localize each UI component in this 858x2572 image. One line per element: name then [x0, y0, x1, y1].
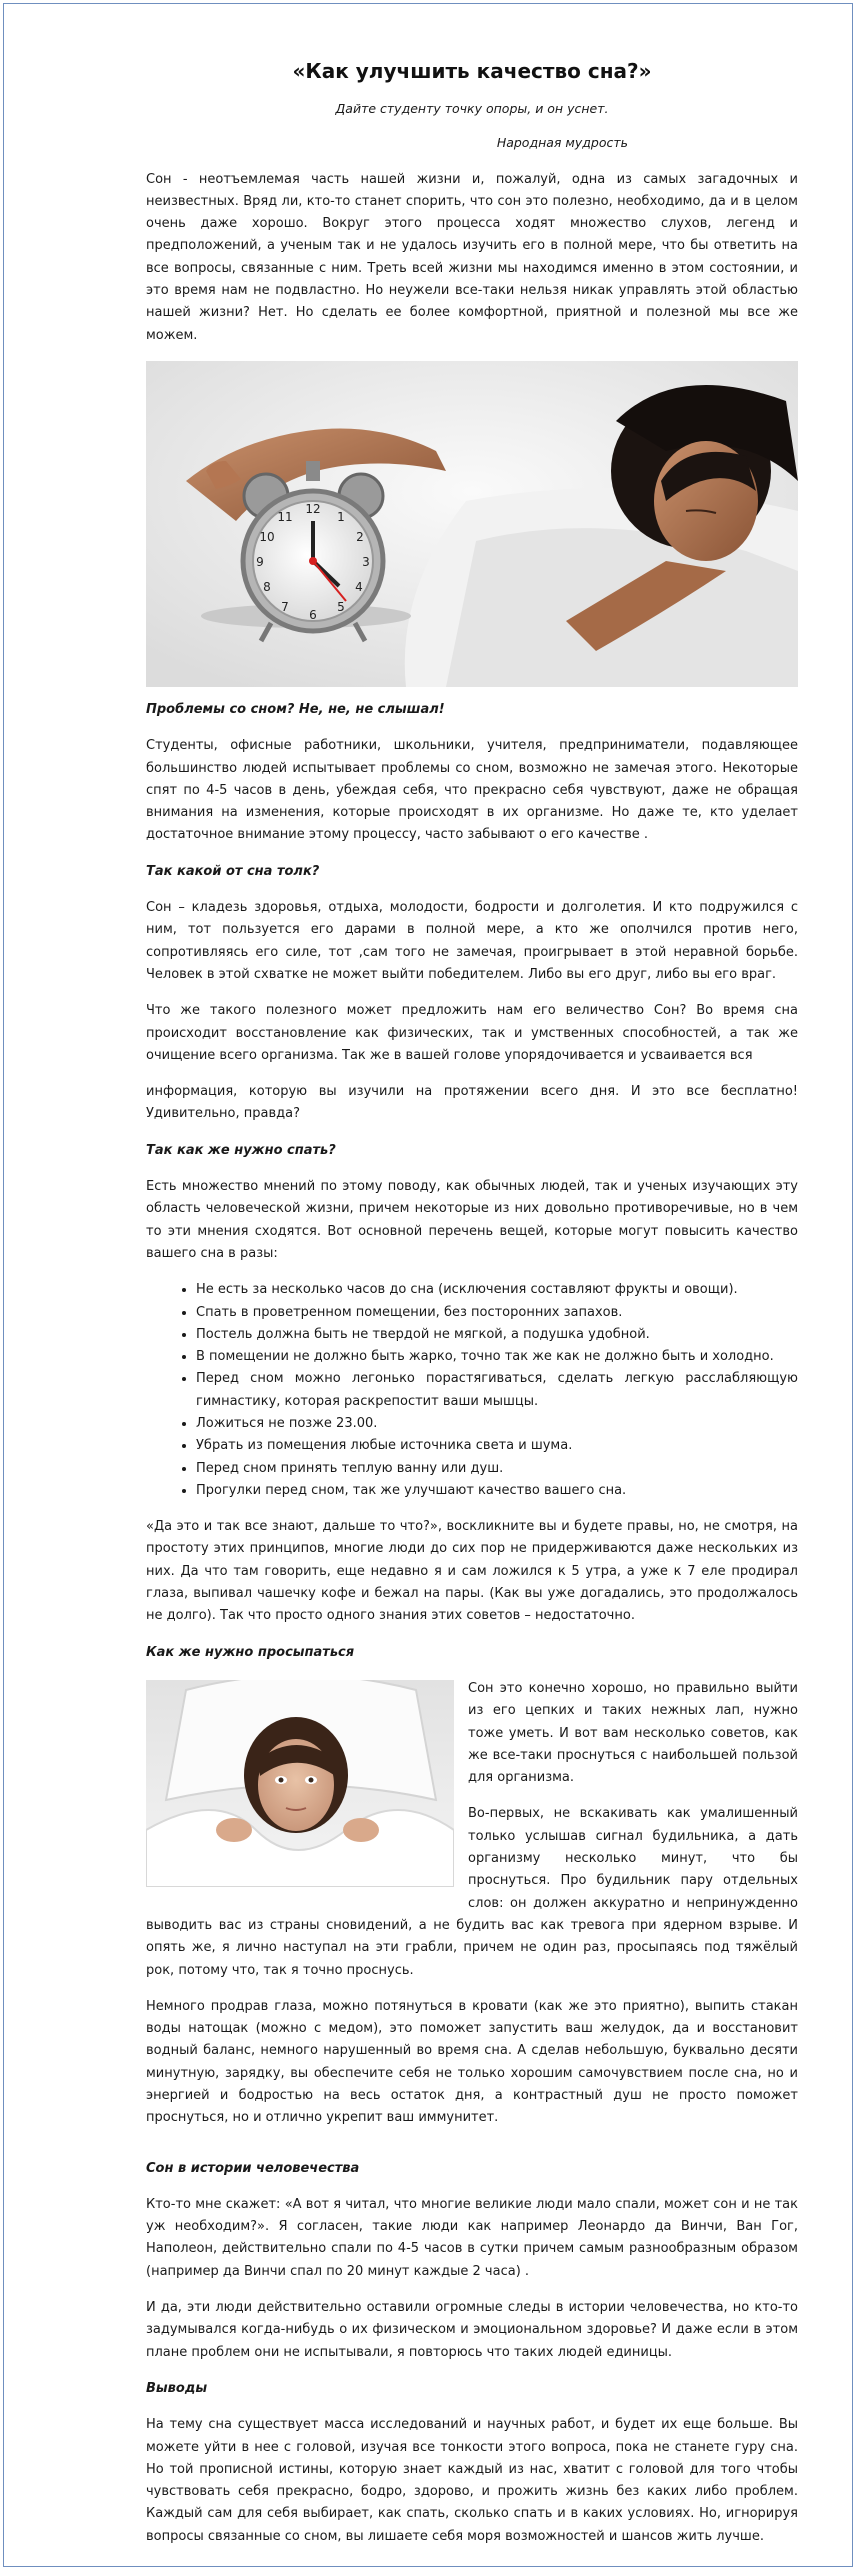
svg-text:4: 4 [355, 579, 363, 594]
list-item: • Перед сном можно легонько порастягиваться, сделать легкую расслабляющую гимнастику, которая раскрепостит ваши мышцы. [196, 1368, 798, 1413]
problems-paragraph: Студенты, офисные работники, школьники, учителя, предприниматели, подавляющее большинство людей испытывает проблемы со сном, возможно не замечая этого. Некоторые спят по 4-5 часов в день, убеждая себя, что прекрасно себя чувствуют, даже не обращая внимания на изменения, которые происходят в их организме. Но даже те, кто уделает достаточное внимание этому процессу, часто забывают о его качестве . [146, 738, 798, 843]
svg-text:8: 8 [263, 579, 271, 594]
page-title: «Как улучшить качество сна?» [292, 59, 652, 83]
svg-text:1: 1 [337, 509, 345, 524]
epigraph-source: Народная мудрость [496, 135, 628, 151]
how-to-sleep-intro: Есть множество мнений по этому поводу, как обычных людей, так и ученых изучающих эту область человеческой жизни, причем некоторые из них довольно противоречивые, но в чем то эти мнения сходятся. Вот основной перечень вещей, которые могут повысить качество вашего сна в разы: [146, 1179, 798, 1261]
benefit-paragraph-3: информация, которую вы изучили на протяжении всего дня. И это все бесплатно! Удивительно, правда? [146, 1084, 798, 1122]
waking-paragraph-1: Сон это конечно хорошо, но правильно выйти из его цепких и таких нежных лап, нужно тоже уметь. И вот вам несколько советов, как же все-таки проснуться с наибольшей пользой для организма. [468, 1680, 798, 1786]
list-item: • Постель должна быть не твердой не мягкой, а подушка удобной. [196, 1324, 798, 1346]
woman-pillow-photo [146, 1680, 454, 1887]
svg-text:5: 5 [337, 599, 345, 614]
woman-alarm-clock-photo [146, 361, 798, 687]
svg-text:9: 9 [256, 554, 264, 569]
svg-text:7: 7 [281, 599, 289, 614]
conclusions-paragraph: На тему сна существует масса исследований и научных работ, и будет их еще больше. Вы можете уйти в нее с головой, изучая все тонкости этого вопроса, пока не станете гуру сна. Но той прописной истины, которую знает каждый из нас, хватит с головой для того чтобы чувствовать себя прекрасно, бодро, здорово, и прожить жизнь без каких либо проблем. Каждый сам для себя выбирает, как спать, сколько спать и в каких условиях. Но, игнорируя вопросы связанные со сном, вы лишаете себя моря возможностей и шансов жить лучше. [146, 2417, 798, 2544]
waking-paragraph-2: Во-первых, не вскакивать как умалишенный только услышав сигнал будильника, а дать организму несколько минут, что бы проснуться. Про будильник пару отдельных слов: он должен аккуратно и непринужденно выводить вас из страны сновидений, а не будить вас как тревога при ядерном взрыве. И опять же, я лично наступал на эти грабли, причем не один раз, просыпаясь под тяжёлый рок, потому что, так я точно проснусь. [146, 1806, 798, 1978]
alarm-clock-illustration [146, 361, 798, 687]
document-page [146, 56, 798, 2562]
intro-paragraph: Сон - неотъемлемая часть нашей жизни и, пожалуй, одна из самых загадочных и неизвестных. Вряд ли, кто-то станет спорить, что сон это полезно, необходимо, да и в целом очень даже хорошо. Вокруг этого процесса ходят множество слухов, легенд и предположений, а ученым так и не удалось изучить его в полной мере, что бы ответить на все вопросы, связанные с ним. Треть всей жизни мы находимся именно в этом состоянии, и это время нам не подвластно. Но неужели все-таки нельзя никак управлять этой областью нашей жизни? Нет. Но сделать ее более комфортной, приятной и полезной мы все же можем. [146, 171, 798, 343]
list-item: • В помещении не должно быть жарко, точно так же как не должно быть и холодно. [196, 1346, 798, 1368]
list-item: • Прогулки перед сном, так же улучшают качество вашего сна. [196, 1480, 798, 1502]
history-paragraph-2: И да, эти люди действительно оставили огромные следы в истории человечества, но кто-то задумывался когда-нибудь о их физическом и эмоциональном здоровье? И даже если в этом плане проблем они не испытывали, я повторюсь что таких людей единицы. [146, 2300, 798, 2360]
svg-text:10: 10 [259, 529, 275, 544]
list-item: • Спать в проветренном помещении, без посторонних запахов. [196, 1302, 798, 1324]
section-heading-conclusions: Выводы [146, 2380, 208, 2396]
section-heading-problems: Проблемы со сном? Не, не, не слышал! [146, 701, 445, 717]
svg-text:3: 3 [362, 554, 370, 569]
list-item: • Ложиться не позже 23.00. [196, 1413, 798, 1435]
waking-paragraph-3: Немного продрав глаза, можно потянуться в кровати (как же это приятно), выпить стакан воды натощак (можно с медом), это поможет запустить ваш желудок, да и восстановит водный баланс, немного нарушенный во время сна. А сделав небольшую, буквально десяти минутную, зарядку, вы обеспечите себя не только хорошим самочувствием после сна, но и энергией и бодростью на весь остаток дня, а контрастный душ не просто поможет проснуться, но и отлично укрепит ваш иммунитет. [146, 1998, 798, 2126]
epigraph: Дайте студенту точку опоры, и он уснет. [335, 101, 609, 116]
list-item: • Перед сном принять теплую ванну или душ. [196, 1458, 798, 1480]
section-heading-benefit: Так какой от сна толк? [146, 863, 320, 879]
svg-text:11: 11 [277, 509, 293, 524]
list-item: • Не есть за несколько часов до сна (исключения составляют фрукты и овощи). [196, 1279, 798, 1301]
section-heading-how-to-sleep: Так как же нужно спать? [146, 1142, 336, 1158]
pillow-illustration [146, 1680, 454, 1887]
svg-text:12: 12 [305, 501, 321, 516]
sleep-tips-list [146, 1279, 798, 1502]
list-item: • Убрать из помещения любые источника света и шума. [196, 1435, 798, 1457]
history-paragraph-1: Кто-то мне скажет: «А вот я читал, что многие великие люди мало спали, может сон и не так уж необходим?». Я согласен, такие люди как например Леонардо да Винчи, Ван Гог, Наполеон, действительно спали по 4-5 часов в сутки причем самым разнообразным образом (например да Винчи спал по 20 минут каждые 2 часа) . [146, 2196, 798, 2279]
benefit-paragraph-2: Что же такого полезного может предложить нам его величество Сон? Во время сна происходит восстановление как физических, так и умственных способностей, а так же очищение всего организма. Так же в вашей голове упорядочивается и усваивается вся [146, 1003, 798, 1063]
svg-text:6: 6 [309, 607, 317, 622]
section-heading-waking: Как же нужно просыпаться [146, 1644, 355, 1660]
svg-text:2: 2 [356, 529, 364, 544]
benefit-paragraph-1: Сон – кладезь здоровья, отдыха, молодости, бодрости и долголетия. И кто подружился с ним, тот пользуется его дарами в полной мере, а кто же ополчился против него, сопротивляясь его силе, тот ,сам того не замечая, проигрывает в этой неравной борьбе. Человек в этой схватке не может выйти победителем. Либо вы его друг, либо вы его враг. [146, 900, 798, 982]
section-heading-history: Сон в истории человечества [146, 2160, 360, 2176]
how-to-sleep-outro: «Да это и так все знают, дальше то что?», воскликните вы и будете правы, но, не смотря, на простоту этих принципов, многие люди до сих пор не придерживаются даже нескольких из них. Да что там говорить, еще недавно я и сам ложился к 5 утра, а уже к 7 еле продирал глаза, выпивал чашечку кофе и бежал на пары. (Как вы уже догадались, это продолжалось не долго). Так что просто одного знания этих советов – недостаточно. [146, 1519, 798, 1624]
